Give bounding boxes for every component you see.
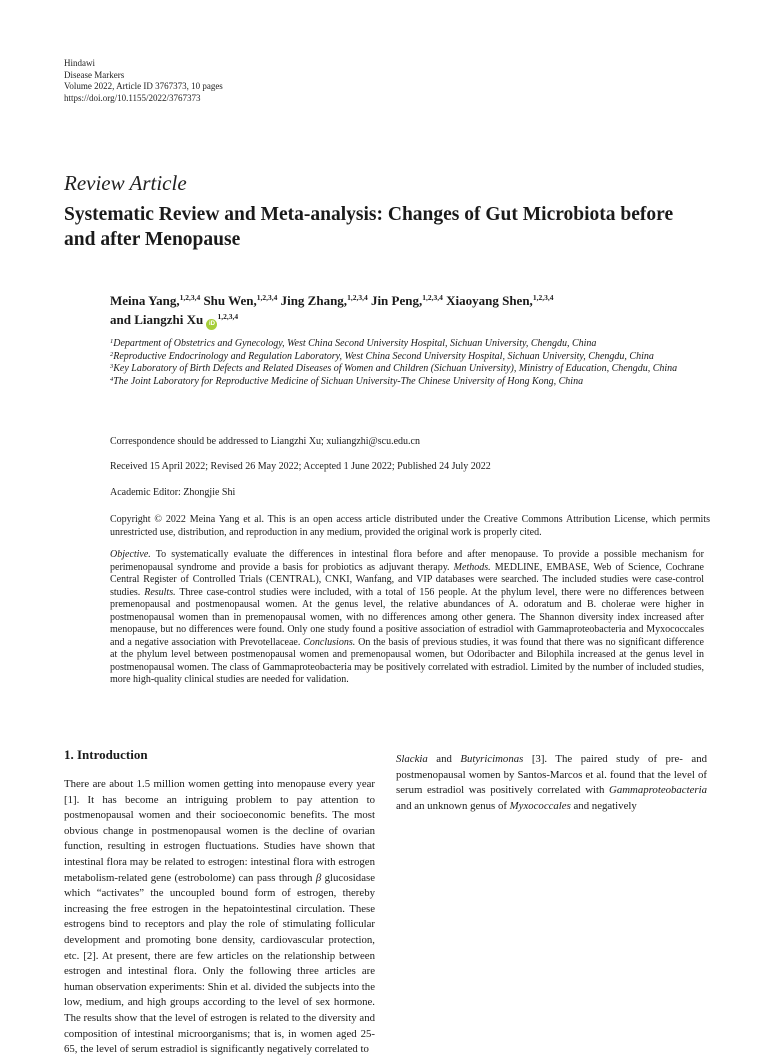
abstract-conclusions-label: Conclusions. — [303, 636, 356, 648]
abstract-methods: MEDLINE, EMBASE, Web of Science, Cochrane Central Register of Controlled Trials (CENTRAL), CNKI, Wanfang, and VIP databases were searched. The included studies were case-control studies. — [110, 561, 704, 598]
orcid-icon[interactable]: iD — [206, 319, 217, 330]
affiliation-item — [110, 338, 710, 351]
author-affiliation-marks: 1,2,3,4 — [422, 293, 443, 302]
abstract — [110, 549, 704, 687]
affiliation-number: 4 — [110, 375, 114, 383]
publisher-name: Hindawi — [64, 58, 95, 68]
body-text: and negatively — [570, 799, 637, 812]
author-affiliation-marks: 1,2,3,4 — [217, 312, 239, 321]
volume-info: Volume 2022, Article ID 3767373, 10 pages — [64, 81, 223, 91]
genus-name: Gammaproteobacteria — [609, 784, 707, 797]
affiliation-list — [110, 338, 710, 388]
body-text: and — [427, 753, 461, 765]
journal-name: Disease Markers — [64, 69, 125, 80]
journal-header — [64, 58, 223, 104]
copyright-notice: Copyright © 2022 Meina Yang et al. This is an open access article distributed under the Creative Commons Attribution License, which permits unrestricted use, distribution, and reproduction in any medium, provided the original work is properly cited. — [110, 514, 710, 538]
author-list — [110, 291, 710, 330]
abstract-methods-label: Methods. — [453, 561, 491, 573]
author-affiliation-marks: 1,2,3,4 — [256, 293, 278, 302]
body-column-left — [64, 777, 375, 1058]
affiliation-item — [110, 376, 710, 389]
academic-editor: Academic Editor: Zhongjie Shi — [110, 487, 236, 498]
article-type: Review Article — [64, 171, 187, 195]
body-text: [3]. The paired study of pre- and postmenopausal women by Santos-Marcos et al. found that the level of serum estradiol was positively correlated with — [396, 753, 707, 797]
author-name: Jin Peng, — [370, 293, 423, 308]
affiliation-text: The Joint Laboratory for Reproductive Medicine of Sichuan University-The Chinese University of Hong Kong, China — [113, 375, 584, 387]
affiliation-number: 1 — [110, 338, 114, 345]
body-text: glucosidase which “activates” the uncoupled bound form of estrogen, thereby increasing the free estrogen in the hepatointestinal circulation. These estrogens bind to receptors and play the role of stimulating follicular development and promoting bone density, cardiovascular protection, etc. [2]. At present, there are few articles on the relationship between estrogen and intestinal flora. Only the following three articles are human observation experiments: Shin et al. divided the subjects into the low, medium, and high groups according to the level of sex hormone. The results show that the level of estrogen is related to the diversity and composition of intestinal microorganisms; that is, in women aged 25-65, the level of serum estradiol is significantly negatively correlated to — [64, 871, 375, 1056]
author-name: Shu Wen, — [203, 293, 257, 308]
doi-link[interactable]: https://doi.org/10.1155/2022/3767373 — [64, 92, 201, 103]
affiliation-item — [110, 363, 710, 376]
author-name: Jing Zhang, — [280, 293, 348, 308]
affiliation-text: Key Laboratory of Birth Defects and Related Diseases of Women and Children (Sichuan University), Ministry of Education, Chengdu, China — [113, 363, 678, 375]
affiliation-text: Reproductive Endocrinology and Regulation Laboratory, West China Second University Hospital, Sichuan University, Chengdu, China — [113, 350, 654, 362]
genus-name: Butyricimonas — [460, 753, 524, 765]
abstract-results: Three case-control studies were included, with a total of 156 people. At the phylum level, there were no differences between premenopausal and postmenopausal women. At the genus level, the relative abundances of A. odoratum and B. cholerae were higher in postmenopausal women than in premenopausal women, with no differences among other genera. The Shannon diversity index increased after menopause, but no differences were found. Only one study found a positive association of estradiol with Gammaproteobacteria and Myxococcales and a negative association with Prevotellaceae. — [110, 586, 705, 648]
publication-dates: Received 15 April 2022; Revised 26 May 2022; Accepted 1 June 2022; Published 24 July 2022 — [110, 461, 491, 472]
body-text: There are about 1.5 million women getting into menopause every year [1]. It has become an intriguing problem to pay attention to postmenopausal women and their socioeconomic benefits. The most obvious change in postmenopausal women is the decline of ovarian function, resulting in estrogen fluctuations. Studies have shown that intestinal flora may be related to estrogen: intestinal flora with estrogen metabolism-related gene (estrobolome) can pass through — [64, 778, 375, 884]
correspondence: Correspondence should be addressed to Liangzhi Xu; xuliangzhi@scu.edu.cn — [110, 436, 420, 447]
author-name: Xiaoyang Shen, — [446, 293, 533, 308]
author-affiliation-marks: 1,2,3,4 — [532, 293, 554, 302]
abstract-objective-label: Objective. — [110, 549, 151, 560]
abstract-conclusions: On the basis of previous studies, it was found that there was no significant difference at the phylum level between postmenopausal women and premenopausal women, but Odoribacter and Bilophila increased at the genus level in postmenopausal women. The class of Gammaproteobacteria may be positively correlated with estradiol. Limited by the number of included studies, more high-quality clinical studies are needed for validation. — [110, 636, 704, 685]
genus-name: Myxococcales — [509, 799, 571, 812]
body-column-right — [396, 752, 707, 814]
affiliation-text: Department of Obstetrics and Gynecology, West China Second University Hospital, Sichuan University, Chengdu, China — [113, 338, 597, 349]
author-name: Meina Yang, — [110, 293, 180, 308]
body-text: and an unknown genus of — [396, 799, 510, 812]
author-name: and Liangzhi Xu — [110, 312, 204, 327]
beta-symbol: β — [315, 871, 322, 884]
abstract-objective: To systematically evaluate the differences in intestinal flora before and after menopause. To provide a possible mechanism for perimenopausal syndrome and provide a basis for probiotics as adjuvant therapy. — [110, 549, 704, 573]
author-affiliation-marks: 1,2,3,4 — [347, 293, 368, 302]
affiliation-number: 2 — [110, 350, 114, 358]
affiliation-item — [110, 351, 710, 364]
author-affiliation-marks: 1,2,3,4 — [179, 293, 201, 302]
section-heading-introduction: 1. Introduction — [64, 747, 148, 762]
article-title: Systematic Review and Meta-analysis: Changes of Gut Microbiota before and after Menopause — [64, 204, 674, 250]
affiliation-number: 3 — [110, 363, 114, 371]
genus-name: Slackia — [396, 753, 428, 765]
abstract-results-label: Results. — [144, 586, 176, 598]
